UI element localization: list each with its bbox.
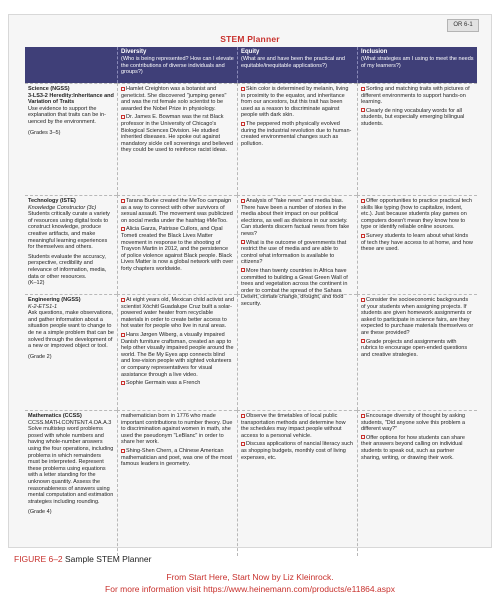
list-item bbox=[241, 86, 354, 119]
checkbox-icon bbox=[121, 87, 125, 91]
entry-text: mathematician born in 1776 who made important contributions to number theory. Due to discrimination against women in math, she used the pseudonym "LeBlanc" in order to share her work. bbox=[121, 413, 233, 446]
checkbox-icon bbox=[361, 199, 365, 203]
equity-cell-mathematics bbox=[237, 410, 357, 556]
list-item bbox=[361, 413, 474, 433]
checkbox-icon bbox=[121, 333, 125, 337]
standard-title: Technology (ISTE) bbox=[28, 198, 76, 204]
list-item bbox=[121, 380, 234, 387]
entry-text: Offer options for how students can share their answers beyond calling on individual students to speak out, such as partner sharing, writing, or drawing their work. bbox=[361, 434, 465, 461]
figure-number: FIGURE 6–2 bbox=[14, 554, 63, 564]
header-subtitle: (What strategies am I using to meet the needs of my learners?) bbox=[361, 56, 474, 69]
entry-text: The peppered moth physically evolved during the industrial revolution due to human-created environmental changes such as pollution. bbox=[241, 120, 352, 147]
list-item bbox=[361, 108, 474, 128]
standard-description: Ask questions, make observations, and gather information about a situation people want to change to de ne a simple problem that can be solved through the development of a new or improved object or tool. bbox=[28, 310, 114, 350]
entry-text: Offer opportunities to practice practical tech skills like typing (how to capitalize, indent, etc.). Just because students play games on computers doesn't mean they know how to type or identify reliable online sources. bbox=[361, 198, 472, 231]
checkbox-icon bbox=[121, 381, 125, 385]
entry-text: Grade projects and assignments with rubrics to encourage open-ended questions and creative strategies. bbox=[361, 338, 468, 358]
checkbox-icon bbox=[361, 435, 365, 439]
checkbox-icon bbox=[361, 87, 365, 91]
header-subtitle: (Who is being represented? How can I elevate the contributions of diverse individuals and groups?) bbox=[121, 56, 234, 76]
list-item bbox=[121, 226, 234, 272]
standard-subtitle: K-2-ETS1-1 bbox=[28, 303, 58, 310]
checkbox-icon bbox=[121, 449, 125, 453]
list-item bbox=[121, 448, 234, 468]
checkbox-icon bbox=[121, 298, 125, 302]
checkbox-icon bbox=[361, 298, 365, 302]
list-item bbox=[121, 332, 234, 378]
standard-grade: (Grades 3–5) bbox=[28, 129, 61, 136]
entry-text: Survey students to learn about what kinds of tech they have access to at home, and how these are used. bbox=[361, 232, 473, 253]
standard-code: 3-LS3-2 Heredity:Inheritance and Variation of Traits bbox=[28, 92, 114, 106]
figure-caption-text: Sample STEM Planner bbox=[62, 554, 152, 564]
header-standard bbox=[25, 47, 117, 83]
list-item bbox=[241, 441, 354, 461]
standard-title: Mathematics (CCSS) bbox=[28, 413, 82, 419]
standard-grade: (Grade 4) bbox=[28, 509, 52, 516]
standard-description-2: Students evaluate the accuracy, perspective, credibility and relevance of information, media, data or other resources. bbox=[28, 253, 107, 280]
list-item bbox=[241, 198, 354, 238]
list-item bbox=[241, 413, 354, 439]
checkbox-icon bbox=[241, 87, 245, 91]
entry-text: What is the outcome of governments that restrict the use of media and are able to control what information is available to citizens? bbox=[241, 239, 347, 266]
checkbox-icon bbox=[241, 122, 245, 126]
list-item bbox=[121, 114, 234, 154]
entry-text: Skin color is determined by melanin, living in proximity to the equator, and inheritance from our ancestors, but this trait has been used as a reason to discriminate against people with dark skin. bbox=[241, 86, 349, 119]
figure-badge: OR 6-1 bbox=[447, 19, 479, 32]
checkbox-icon bbox=[361, 108, 365, 112]
list-item bbox=[361, 86, 474, 106]
standard-subtitle: Knowledge Constructor (3c) bbox=[28, 204, 97, 211]
standard-grade: (K–12) bbox=[28, 280, 45, 287]
list-item bbox=[121, 198, 234, 224]
entry-text: At eight years old, Mexican child activist and scientist Xóchitl Guadalupe Cruz built a solar-powered water heater from recyclable materials in order to create better access to hot water for people who live in rural areas. bbox=[121, 297, 234, 330]
checkbox-icon bbox=[361, 339, 365, 343]
standard-description: Use evidence to support the explanation that traits can be in-uenced by the environment. bbox=[28, 105, 106, 125]
checkbox-icon bbox=[121, 227, 125, 231]
entry-text: Hans Jørgen Wiberg, a visually impaired Danish furniture craftsman, created an app to help other visually impaired people around the world. The Be My Eyes app connects blind and low-vision people with sighted volunteers or company representatives for visual assistance through a live video. bbox=[121, 331, 234, 378]
list-item bbox=[361, 233, 474, 253]
credits bbox=[0, 571, 500, 595]
planner-grid bbox=[25, 47, 477, 556]
diversity-cell-science bbox=[117, 83, 237, 195]
checkbox-icon bbox=[241, 268, 245, 272]
inclusion-cell-engineering bbox=[357, 294, 477, 410]
equity-cell-science bbox=[237, 83, 357, 195]
entry-text: Clearly de ning vocabulary words for all students, but especially emerging bilingual students. bbox=[361, 107, 465, 127]
equity-cell-technology bbox=[237, 195, 357, 307]
figure-caption bbox=[14, 554, 151, 564]
standard-cell-technology bbox=[25, 195, 117, 294]
inclusion-cell-science bbox=[357, 83, 477, 195]
standard-grade: (Grade 2) bbox=[28, 353, 52, 360]
list-item bbox=[241, 121, 354, 147]
credits-line-1: From Start Here, Start Now by Liz Kleinrock. bbox=[166, 572, 334, 582]
list-item bbox=[121, 413, 234, 446]
credits-line-2[interactable]: For more information visit https://www.heinemann.com/products/e11864.aspx bbox=[105, 584, 395, 594]
standard-title: Engineering (NGSS) bbox=[28, 297, 81, 303]
diversity-cell-engineering bbox=[117, 294, 237, 410]
inclusion-cell-mathematics bbox=[357, 410, 477, 556]
inclusion-cell-technology bbox=[357, 195, 477, 294]
standard-description: Solve multistep word problems posed with whole numbers and having whole-number answers using the four operations, including problems in which remainders must be interpreted. Represent these problems using equations with a letter standing for the unknown quantity. Assess the reasonableness of answers using mental computation and estimation strategies including rounding. bbox=[28, 426, 114, 505]
checkbox-icon bbox=[241, 199, 245, 203]
list-item bbox=[361, 435, 474, 461]
header-inclusion bbox=[357, 47, 477, 83]
entry-text: Shing-Shen Chern, a Chinese American mathematician and poet, was one of the most famous leaders in geometry. bbox=[121, 447, 232, 468]
header-title: Inclusion bbox=[361, 49, 388, 55]
equity-cell-engineering bbox=[237, 294, 357, 410]
diversity-cell-technology bbox=[117, 195, 237, 294]
list-item bbox=[241, 240, 354, 266]
header-subtitle: (What are and have been the practical and equitable/inequitable applications?) bbox=[241, 56, 345, 69]
entry-text: Encourage diversity of thought by asking students, "Did anyone solve this problem a different way?" bbox=[361, 413, 466, 433]
entry-text: Discuss applications of nancial literacy such as shopping budgets, monthly cost of living expenses, etc. bbox=[241, 441, 353, 461]
standard-cell-mathematics bbox=[25, 410, 117, 556]
list-item bbox=[121, 297, 234, 330]
entry-text: Consider the socioeconomic backgrounds of your students when assigning projects. If students are given homework assignments or asked to participate in science fairs, are they expected to purchase materials themselves or are these provided? bbox=[361, 297, 474, 336]
standard-title: Science (NGSS) bbox=[28, 86, 70, 92]
checkbox-icon bbox=[121, 115, 125, 119]
header-title: Equity bbox=[241, 49, 260, 55]
entry-text: Tarana Burke created the MeToo campaign as a way to connect with other survivors of sexual assault. The movement was publicized on social media under the hashtag #MeToo. bbox=[121, 198, 233, 224]
standard-code: CCSS.MATH.CONTENT.4.OA.A.3 bbox=[28, 419, 112, 426]
header-title: Diversity bbox=[121, 49, 147, 55]
entry-text: Alicia Garza, Patrisse Cullors, and Opal Tometi created the Black Lives Matter movement in response to the shooting of Trayvon Martin in 2012, and the persistence of police violence against Black people. Black Lives Matter is now a global network with over forty chapters worldwide. bbox=[121, 226, 234, 272]
standard-cell-engineering bbox=[25, 294, 117, 410]
list-item bbox=[361, 198, 474, 231]
checkbox-icon bbox=[241, 442, 245, 446]
entry-text: Observe the timetables of local public transportation methods and determine how the schedules may impact people without access to a personal vehicle. bbox=[241, 413, 346, 439]
header-equity bbox=[237, 47, 357, 83]
entry-text: Hamlet Creighton was a botanist and geneticist. She discovered "jumping genes" and was the rst female solo scientist to be awarded the Nobel Prize in physiology. bbox=[121, 86, 227, 112]
diversity-cell-mathematics bbox=[117, 410, 237, 556]
entry-text: Sophie Germain was a French bbox=[126, 380, 201, 387]
standard-cell-science bbox=[25, 83, 117, 195]
planner-title: STEM Planner bbox=[220, 34, 280, 44]
standard-description: Students critically curate a variety of resources using digital tools to construct knowledge, produce creative artifacts, and make meaningful learning experiences for themselves and others. bbox=[28, 211, 110, 251]
entry-text: More than twenty countries in Africa have committed to building a Great Green Wall of trees and vegetation across the continent in order to combat the spread of the Sahara Desert, climate change, drought, and food security. bbox=[241, 267, 348, 307]
entry-text: Dr. James E. Bowman was the rst Black professor in the University of Chicago's Biological Sciences Division. He studied inherited diseases. He spoke out against mandatory sickle cell screenings and believed they could be used to reinforce racist ideas. bbox=[121, 114, 233, 154]
list-item bbox=[361, 339, 474, 359]
checkbox-icon bbox=[241, 240, 245, 244]
entry-text: Sorting and matching traits with pictures of different environments to support hands-on learning. bbox=[361, 86, 470, 106]
checkbox-icon bbox=[241, 414, 245, 418]
planner-sheet bbox=[8, 14, 492, 548]
checkbox-icon bbox=[121, 199, 125, 203]
checkbox-icon bbox=[361, 234, 365, 238]
checkbox-icon bbox=[361, 414, 365, 418]
list-item bbox=[121, 86, 234, 112]
list-item bbox=[361, 297, 474, 337]
header-diversity bbox=[117, 47, 237, 83]
entry-text: Analysis of "fake news" and media bias. There have been a number of stories in the media about their impact on our political elections, as well as divisions in our society. Can students discern factual news from fake news? bbox=[241, 198, 350, 237]
